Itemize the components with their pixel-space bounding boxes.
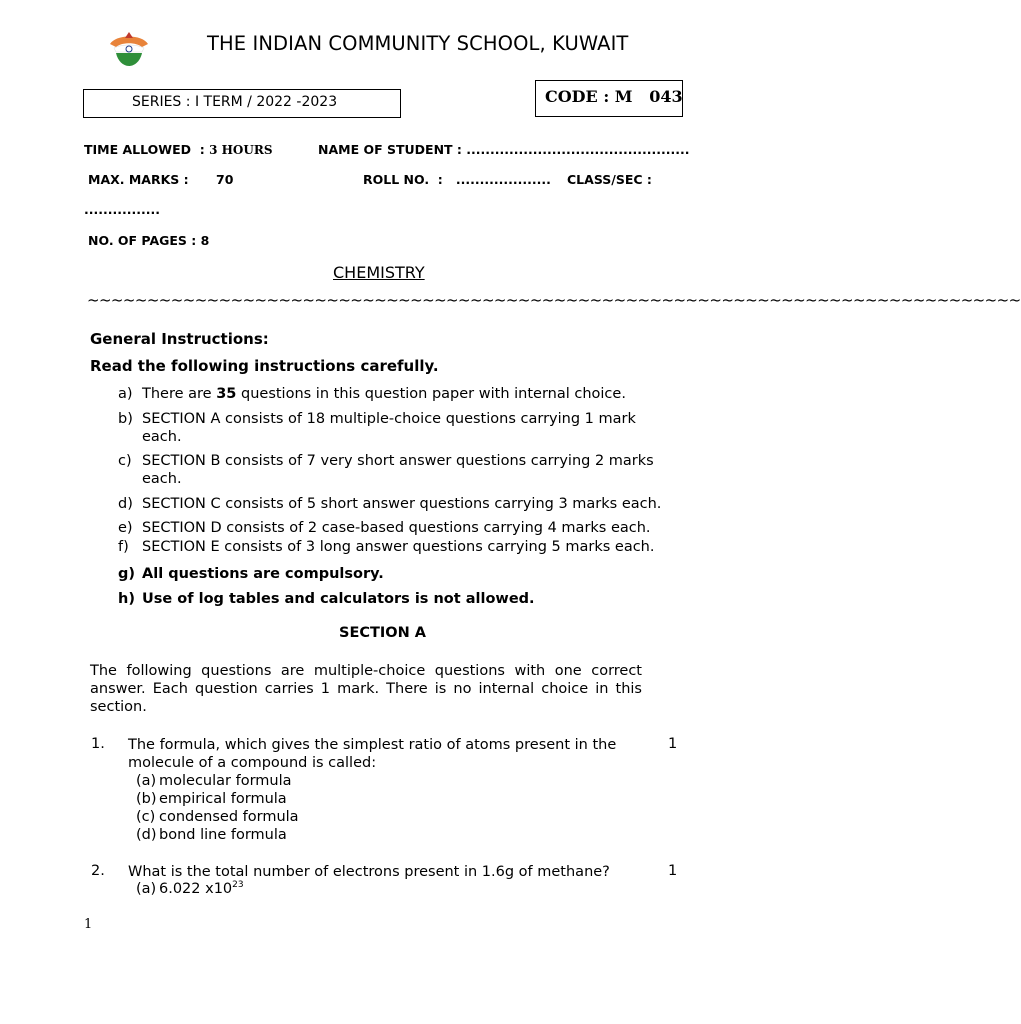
instruction-item — [118, 565, 688, 583]
instruction-item — [118, 590, 688, 608]
question-number: 1. — [91, 736, 105, 752]
question-number: 2. — [91, 863, 105, 879]
instruction-item — [118, 538, 688, 556]
instruction-text: SECTION C consists of 5 short answer questions carrying 3 marks each. — [142, 496, 662, 512]
instruction-text: There are 35 questions in this question paper with internal choice. — [142, 386, 626, 402]
school-name: THE INDIAN COMMUNITY SCHOOL, KUWAIT — [207, 32, 629, 55]
instruction-text: Use of log tables and calculators is not allowed. — [142, 591, 535, 607]
instruction-text: SECTION E consists of 3 long answer questions carrying 5 marks each. — [142, 539, 655, 555]
roll-no-field: ROLL NO. : .................... — [363, 172, 551, 187]
question-marks: 1 — [668, 736, 678, 752]
option-item — [136, 880, 244, 898]
max-marks-value: 70 — [216, 172, 234, 187]
max-marks-label: MAX. MARKS : — [88, 172, 189, 187]
class-sec-label: CLASS/SEC : — [567, 172, 652, 187]
instruction-text: All questions are compulsory. — [142, 566, 384, 582]
instruction-text: SECTION B consists of 7 very short answer questions carrying 2 marks each. — [142, 453, 654, 487]
time-allowed — [84, 142, 272, 157]
instruction-item — [118, 410, 688, 446]
instruction-label: c) — [118, 453, 132, 469]
instructions-heading: General Instructions: — [90, 330, 269, 348]
option-text: condensed formula — [159, 809, 299, 825]
question-text: What is the total number of electrons present in 1.6g of methane? — [128, 864, 610, 880]
section-a-intro: The following questions are multiple-choice questions with one correct answer. Each question carries 1 mark. There is no internal choice in this section. — [90, 663, 642, 715]
time-allowed-label: TIME ALLOWED : — [84, 142, 210, 157]
option-label: (d) — [136, 827, 157, 843]
option-text: molecular formula — [159, 773, 292, 789]
no-of-pages: NO. OF PAGES : 8 — [88, 233, 210, 248]
instruction-label: f) — [118, 539, 129, 555]
page-number: 1 — [84, 917, 93, 932]
instruction-text: SECTION A consists of 18 multiple-choice questions carrying 1 mark each. — [142, 411, 636, 445]
instruction-label: d) — [118, 496, 133, 512]
instructions-subheading: Read the following instructions carefully. — [90, 357, 439, 375]
option-text: bond line formula — [159, 827, 287, 843]
instruction-label: a) — [118, 386, 133, 402]
instruction-item — [118, 495, 688, 513]
instruction-text: SECTION D consists of 2 case-based questions carrying 4 marks each. — [142, 520, 651, 536]
student-name-field: NAME OF STUDENT : ............................................... — [318, 142, 690, 157]
option-text: empirical formula — [159, 791, 287, 807]
option-label: (c) — [136, 809, 156, 825]
option-text: 6.022 x10 — [159, 881, 233, 897]
option-label: (b) — [136, 791, 157, 807]
class-sec-dots: ................ — [84, 202, 160, 217]
instruction-item — [118, 452, 688, 488]
section-a-title: SECTION A — [339, 625, 427, 641]
instruction-label: b) — [118, 411, 133, 427]
subject-title: CHEMISTRY — [333, 263, 425, 282]
instruction-item — [118, 519, 688, 537]
school-logo-icon — [106, 30, 152, 70]
question-marks: 1 — [668, 863, 678, 879]
series-text: SERIES : I TERM / 2022 -2023 — [132, 94, 338, 110]
option-item — [136, 772, 292, 790]
time-allowed-value: 3 HOURS — [209, 143, 273, 157]
option-item — [136, 790, 287, 808]
paper-code: CODE : M 043 — [545, 87, 683, 106]
instruction-label: g) — [118, 566, 136, 582]
question-text: The formula, which gives the simplest ratio of atoms present in the molecule of a compound is called: — [128, 737, 617, 771]
option-item — [136, 808, 299, 826]
instruction-item — [118, 385, 688, 403]
instruction-label: h) — [118, 591, 135, 607]
option-label: (a) — [136, 881, 157, 897]
option-label: (a) — [136, 773, 157, 789]
separator-line: ~~~~~~~~~~~~~~~~~~~~~~~~~~~~~~~~~~~~~~~~~~~~~~~~~~~~~~~~~~~~~~~~~~~~~~~~~~~~~~ — [87, 291, 1021, 309]
instruction-label: e) — [118, 520, 133, 536]
option-superscript: 23 — [232, 880, 244, 890]
option-item — [136, 826, 287, 844]
